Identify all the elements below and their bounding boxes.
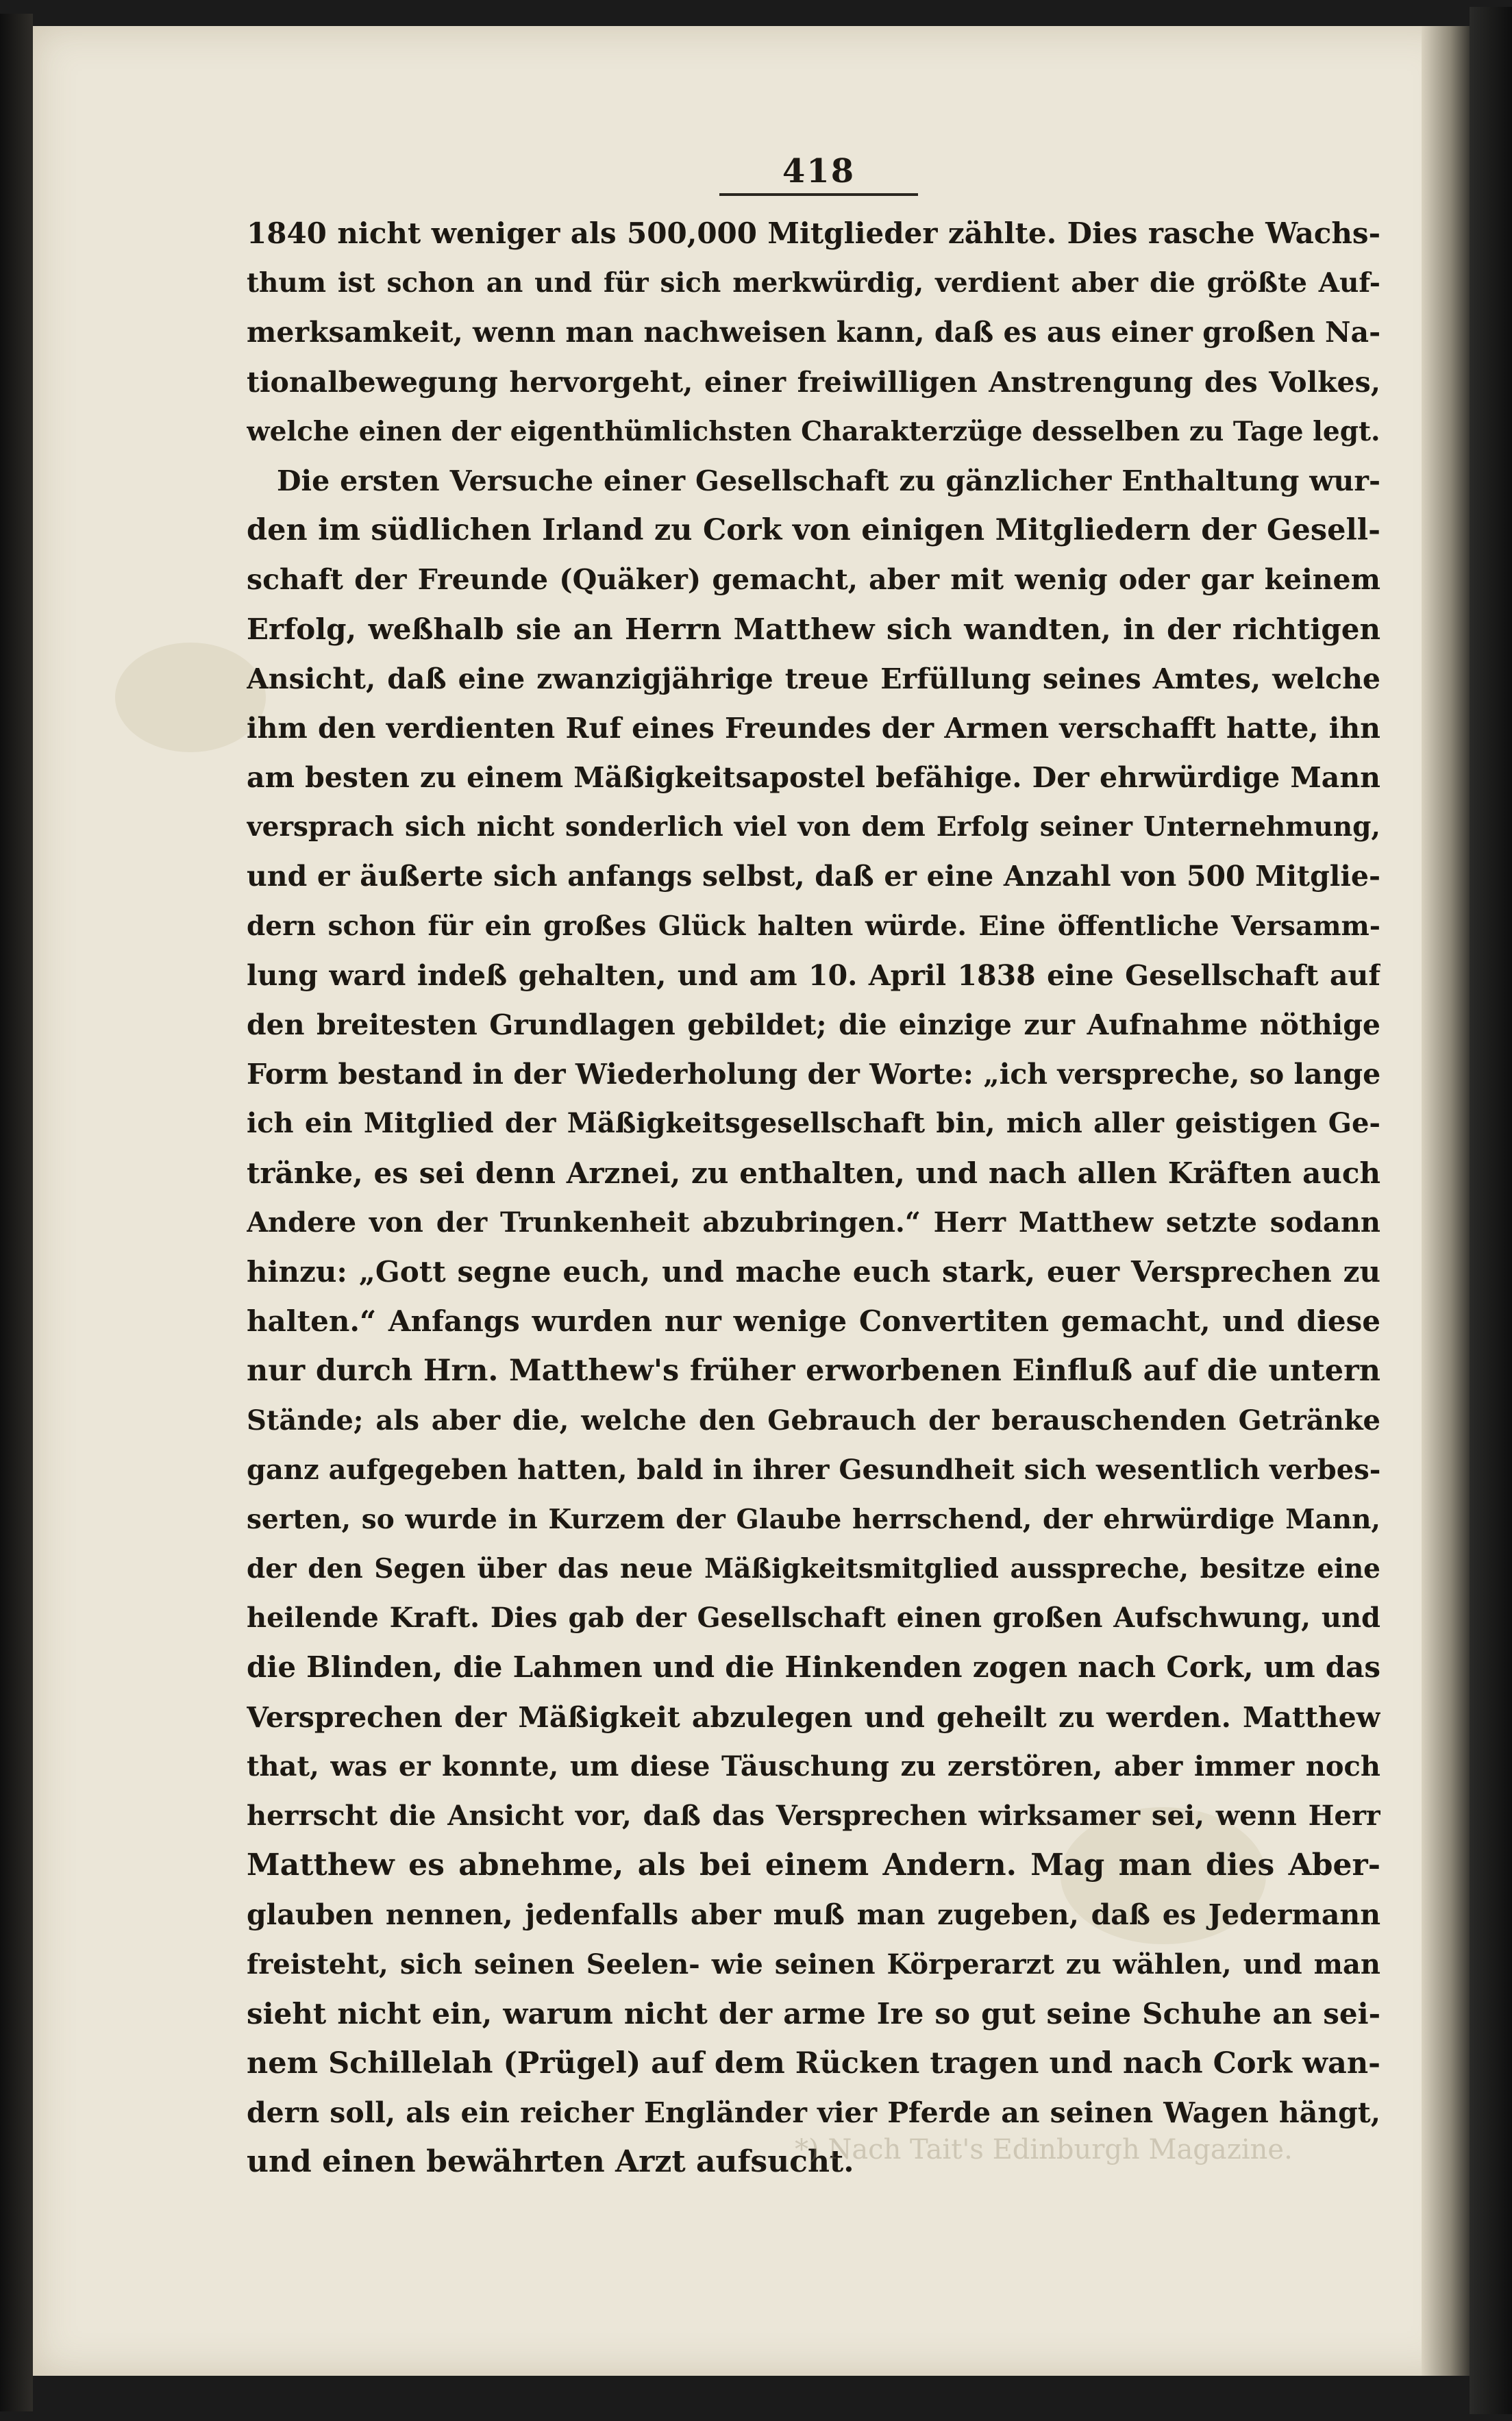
text-line: der den Segen über das neue Mäßigkeitsmitglied ausspreche, besitze eine — [247, 1553, 1380, 1585]
text-line: den breitesten Grundlagen gebildet; die einzige zur Aufnahme nöthige — [247, 1008, 1380, 1041]
text-line: am besten zu einem Mäßigkeitsapostel befähige. Der ehrwürdige Mann — [247, 761, 1380, 795]
text-line: Stände; als aber die, welche den Gebrauch der berauschenden Getränke — [247, 1404, 1380, 1437]
text-line: schaft der Freunde (Quäker) gemacht, aber mit wenig oder gar keinem — [247, 563, 1380, 597]
bleed-through-footnote: *) Nach Tait's Edinburgh Magazine. — [795, 2134, 1293, 2165]
text-line: den im südlichen Irland zu Cork von einigen Mitgliedern der Gesell- — [247, 513, 1380, 548]
text-line: sieht nicht ein, warum nicht der arme Ire so gut seine Schuhe an sei- — [247, 1996, 1380, 2031]
text-line: ich ein Mitglied der Mäßigkeitsgesellschaft bin, mich aller geistigen Ge- — [247, 1107, 1380, 1140]
page-gutter-shadow — [1422, 26, 1470, 2376]
body-text — [247, 209, 1380, 2187]
text-line: Form bestand in der Wiederholung der Worte: „ich verspreche, so lange — [247, 1058, 1380, 1091]
page-number: 418 — [782, 152, 856, 190]
text-line: tionalbewegung hervorgeht, einer freiwilligen Anstrengung des Volkes, — [247, 365, 1380, 399]
text-line: die Blinden, die Lahmen und die Hinkenden zogen nach Cork, um das — [247, 1650, 1380, 1685]
text-line: Andere von der Trunkenheit abzubringen.“ Herr Matthew setzte sodann — [247, 1206, 1380, 1239]
text-line: dern schon für ein großes Glück halten würde. Eine öffentliche Versamm- — [247, 910, 1380, 942]
paper-stain — [115, 643, 266, 752]
text-line: freisteht, sich seinen Seelen- wie seinen Körperarzt zu wählen, und man — [247, 1948, 1380, 1981]
text-line: halten.“ Anfangs wurden nur wenige Convertiten gemacht, und diese — [247, 1304, 1380, 1339]
book-left-edge — [0, 14, 33, 2411]
text-line: nem Schillelah (Prügel) auf dem Rücken tragen und nach Cork wan- — [247, 2046, 1380, 2081]
text-line: Versprechen der Mäßigkeit abzulegen und geheilt zu werden. Matthew — [247, 1700, 1380, 1734]
text-line: versprach sich nicht sonderlich viel von dem Erfolg seiner Unternehmung, — [247, 811, 1380, 843]
text-line: merksamkeit, wenn man nachweisen kann, daß es aus einer großen Na- — [247, 316, 1380, 349]
text-line: heilende Kraft. Dies gab der Gesellschaft einen großen Aufschwung, und — [247, 1602, 1380, 1635]
text-line: Die ersten Versuche einer Gesellschaft zu gänzlicher Enthaltung wur- — [277, 464, 1380, 497]
text-line: welche einen der eigenthümlichsten Charakterzüge desselben zu Tage legt. — [247, 415, 1380, 447]
text-line: dern soll, als ein reicher Engländer vier Pferde an seinen Wagen hängt, — [247, 2096, 1380, 2130]
text-line: tränke, es sei denn Arznei, zu enthalten, und nach allen Kräften auch — [247, 1156, 1380, 1190]
text-line: ihm den verdienten Ruf eines Freundes der Armen verschafft hatte, ihn — [247, 711, 1380, 745]
text-line: Erfolg, weßhalb sie an Herrn Matthew sich wandten, in der richtigen — [247, 612, 1380, 646]
text-line: herrscht die Ansicht vor, daß das Versprechen wirksamer sei, wenn Herr — [247, 1800, 1380, 1832]
text-line: 1840 nicht weniger als 500,000 Mitglieder zählte. Dies rasche Wachs- — [247, 216, 1380, 250]
text-line: hinzu: „Gott segne euch, und mache euch stark, euer Versprechen zu — [247, 1254, 1380, 1289]
text-line: thum ist schon an und für sich merkwürdig, verdient aber die größte Auf- — [247, 267, 1380, 299]
text-line: nur durch Hrn. Matthew's früher erworbenen Einfluß auf die untern — [247, 1354, 1380, 1389]
text-line: lung ward indeß gehalten, und am 10. April 1838 eine Gesellschaft auf — [247, 958, 1380, 992]
text-line: ganz aufgegeben hatten, bald in ihrer Gesundheit sich wesentlich verbes- — [247, 1453, 1380, 1486]
text-line: serten, so wurde in Kurzem der Glaube herrschend, der ehrwürdige Mann, — [247, 1503, 1380, 1535]
text-line: und einen bewährten Arzt aufsucht. — [247, 2144, 854, 2180]
page-number-rule — [719, 193, 918, 196]
text-line: und er äußerte sich anfangs selbst, daß er eine Anzahl von 500 Mitglie- — [247, 860, 1380, 893]
text-line: Matthew es abnehme, als bei einem Andern. Mag man dies Aber- — [247, 1848, 1380, 1883]
text-line: glauben nennen, jedenfalls aber muß man zugeben, daß es Jedermann — [247, 1898, 1380, 1932]
text-line: that, was er konnte, um diese Täuschung zu zerstören, aber immer noch — [247, 1750, 1380, 1783]
text-line: Ansicht, daß eine zwanzigjährige treue Erfüllung seines Amtes, welche — [247, 662, 1380, 695]
book-spine-edge — [1470, 7, 1512, 2414]
